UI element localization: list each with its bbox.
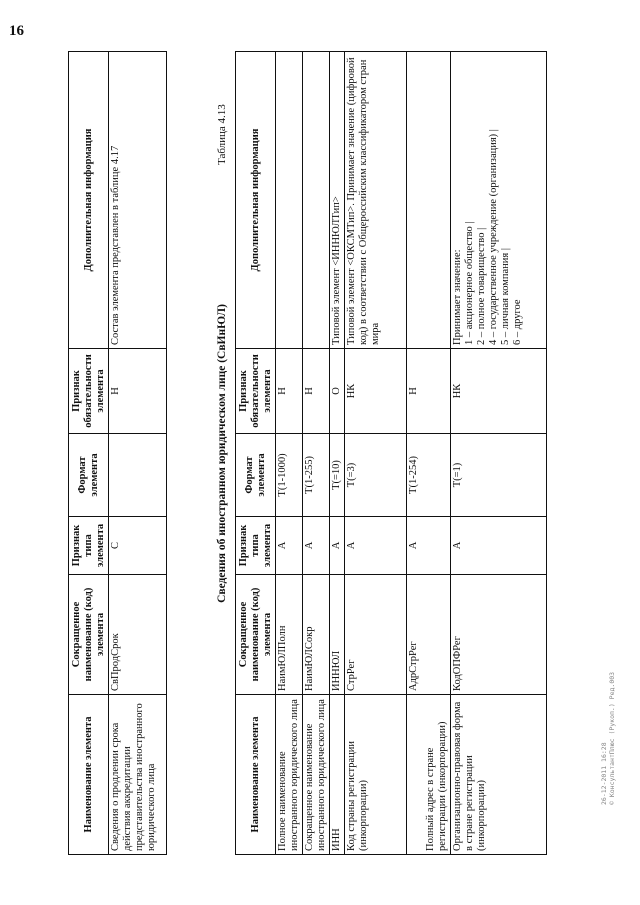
cell-required: НК (345, 349, 407, 434)
cell-info (303, 52, 330, 349)
cell-name: Полное наименование иностранного юридического лица (276, 695, 303, 855)
cell-format: T(=1) (451, 434, 547, 517)
option-item: 4 – государственное учреждение (организация) | (488, 129, 499, 345)
cell-format: T(1-254) (407, 434, 451, 517)
cell-name: Сокращенное наименование иностранного юридического лица (303, 695, 330, 855)
header-info: Дополнительная информация (236, 52, 276, 349)
cell-type: А (407, 517, 451, 575)
option-item: 6 – другое (512, 299, 523, 345)
cell-code: КодОПФРег (451, 575, 547, 695)
cell-name: Код страны регистрации (инкорпорации) (345, 695, 407, 855)
cell-code: НаимЮЛСокр (303, 575, 330, 695)
cell-format (109, 434, 167, 517)
cell-code: СтрРег (345, 575, 407, 695)
header-name: Наименование элемента (69, 695, 109, 855)
header-format: Формат элемента (236, 434, 276, 517)
options-list (464, 55, 524, 345)
cell-code: АдрСтрРег (407, 575, 451, 695)
cell-format: T(=10) (330, 434, 345, 517)
cell-format: T(=3) (345, 434, 407, 517)
table-foreign-entity (235, 51, 547, 855)
stamp-line: 26-12-2011 16:28 (600, 742, 608, 805)
cell-type: А (345, 517, 407, 575)
cell-name: Сведения о продлении срока действия аккредитации представительства иностранного юридического лица (109, 695, 167, 855)
cell-info: Состав элемента представлен в таблице 4.17 (109, 52, 167, 349)
cell-type: А (303, 517, 330, 575)
page-number: 16 (9, 23, 24, 39)
header-required: Признак обязательности элемента (69, 349, 109, 434)
header-type: Признак типа элемента (236, 517, 276, 575)
cell-name: ИНН (330, 695, 345, 855)
cell-name: Полный адрес в стране регистрации (инкорпорации) (407, 695, 451, 855)
table-row (451, 52, 547, 855)
cell-type: А (330, 517, 345, 575)
cell-code: НаимЮЛПолн (276, 575, 303, 695)
header-format: Формат элемента (69, 434, 109, 517)
print-stamp (600, 672, 616, 805)
cell-type: С (109, 517, 167, 575)
table-number: Таблица 4.13 (216, 104, 228, 165)
header-info: Дополнительная информация (69, 52, 109, 349)
header-code: Сокращенное наименование (код) элемента (236, 575, 276, 695)
table-accreditation (68, 51, 167, 855)
info-intro: Принимает значение: (452, 249, 463, 345)
cell-info (407, 52, 451, 349)
cell-code: СвПродСрок (109, 575, 167, 695)
header-name: Наименование элемента (236, 695, 276, 855)
cell-required: Н (109, 349, 167, 434)
table-row (303, 52, 330, 855)
stamp-line: © КонсультантПлюс (Рукоп.) Ред.003 (608, 671, 616, 805)
header-code: Сокращенное наименование (код) элемента (69, 575, 109, 695)
option-item: 2 – полное товарищество | (476, 227, 487, 345)
table-row (109, 52, 167, 855)
cell-format: T(1-255) (303, 434, 330, 517)
table-row (276, 52, 303, 855)
cell-code: ИННЮЛ (330, 575, 345, 695)
cell-required: Н (407, 349, 451, 434)
cell-required: Н (276, 349, 303, 434)
option-item: 5 – личная компания | (500, 248, 511, 345)
cell-info (276, 52, 303, 349)
cell-type: А (451, 517, 547, 575)
option-item: 1 – акционерное общество | (464, 221, 475, 345)
cell-info: Типовой элемент <ОКСМТип>. Принимает значение (цифровой код) в соответствии с Общероссийским классификатором стран мира (345, 52, 407, 349)
header-required: Признак обязательности элемента (236, 349, 276, 434)
table-row (330, 52, 345, 855)
table-title: Сведения об иностранном юридическом лице (СвИнЮЛ) (216, 304, 228, 603)
cell-format: T(1-1000) (276, 434, 303, 517)
cell-required: НК (451, 349, 547, 434)
header-type: Признак типа элемента (69, 517, 109, 575)
table-row (407, 52, 451, 855)
cell-type: А (276, 517, 303, 575)
cell-info (451, 52, 547, 349)
cell-name: Организационно-правовая форма в стране регистрации (инкорпорации) (451, 695, 547, 855)
cell-required: Н (303, 349, 330, 434)
cell-required: О (330, 349, 345, 434)
cell-info: Типовой элемент <ИННЮЛТип> (330, 52, 345, 349)
table-row (345, 52, 407, 855)
